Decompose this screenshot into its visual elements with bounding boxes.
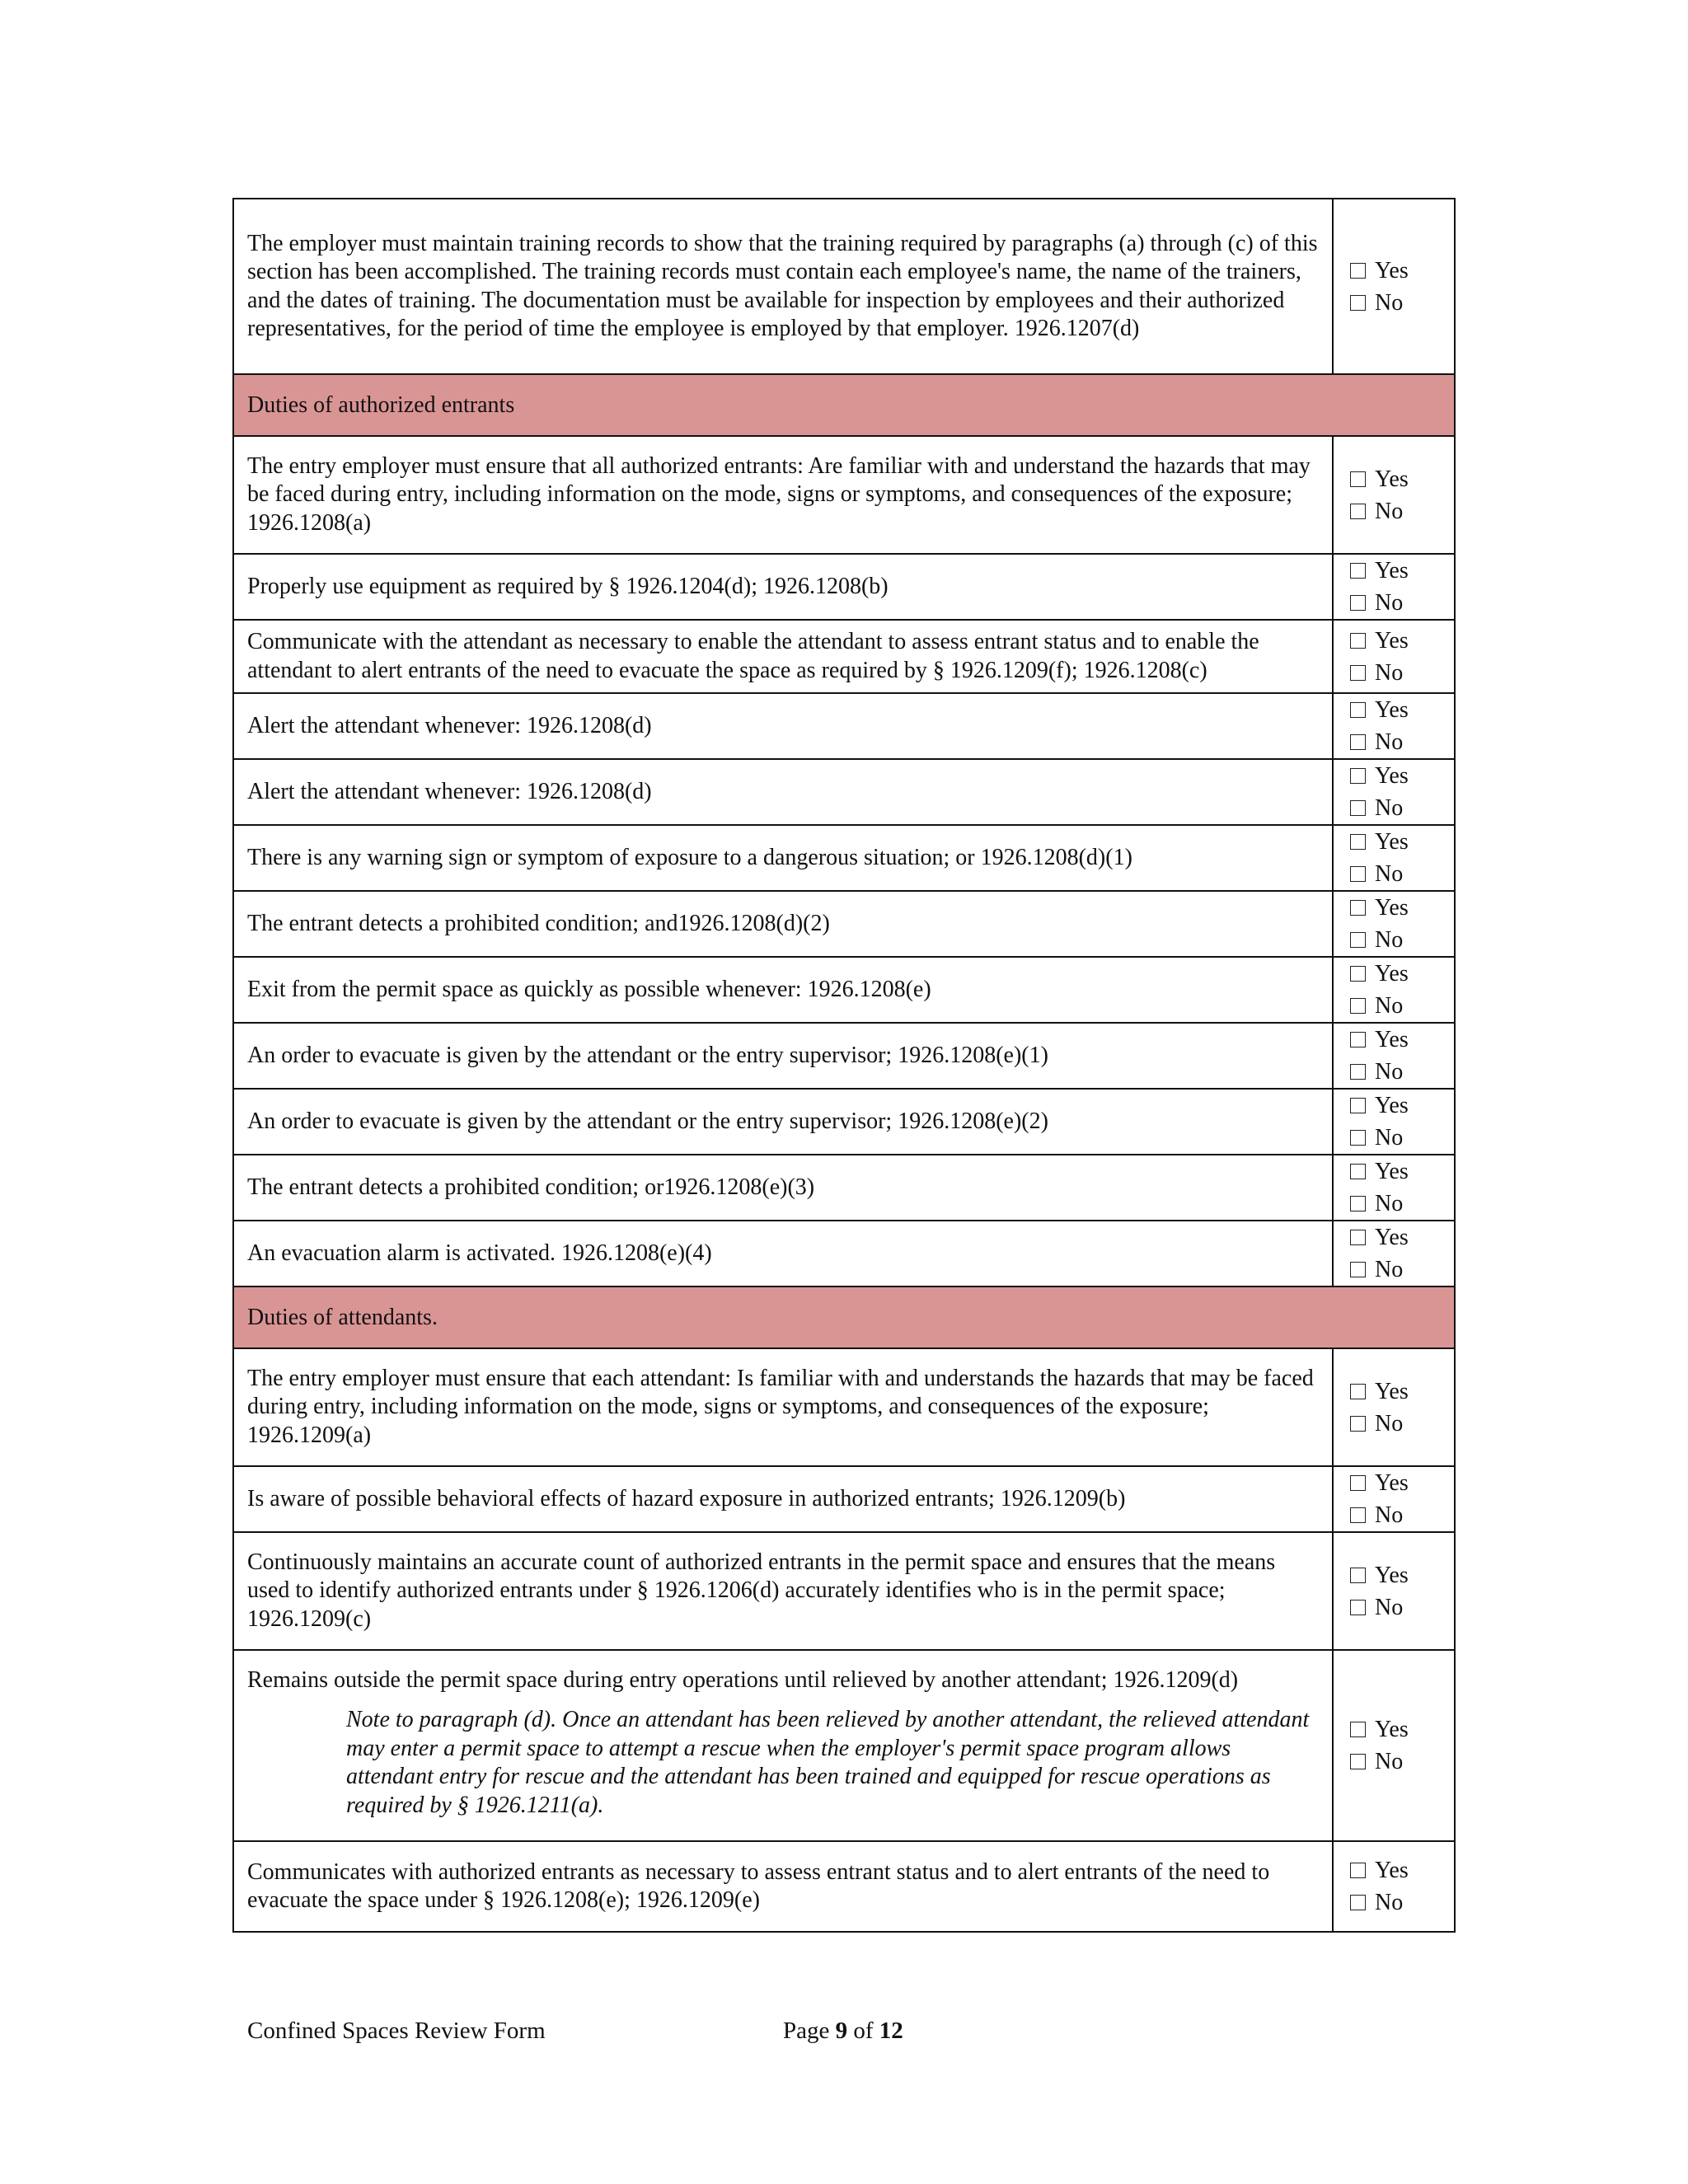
section-header-row: [233, 1286, 1455, 1348]
yes-checkbox[interactable]: [1350, 1032, 1366, 1047]
no-option[interactable]: [1350, 1886, 1454, 1919]
yes-option[interactable]: [1350, 1155, 1454, 1188]
question-cell: [233, 1155, 1333, 1221]
answer-cell: [1333, 1089, 1455, 1155]
yes-option[interactable]: [1350, 255, 1454, 287]
answer-cell: [1333, 1155, 1455, 1221]
no-label: No: [1375, 1125, 1404, 1151]
question-cell: [233, 825, 1333, 891]
question-text: Alert the attendant whenever: 1926.1208(d): [247, 778, 652, 804]
no-checkbox[interactable]: [1350, 1416, 1366, 1432]
no-label: No: [1375, 1502, 1404, 1528]
question-text: Exit from the permit space as quickly as possible whenever: 1926.1208(e): [247, 976, 931, 1002]
question-text: Properly use equipment as required by § 1926.1204(d); 1926.1208(b): [247, 573, 889, 599]
no-label: No: [1375, 1890, 1404, 1915]
no-checkbox[interactable]: [1350, 932, 1366, 948]
yes-checkbox[interactable]: [1350, 633, 1366, 649]
yes-label: Yes: [1375, 1225, 1409, 1250]
yes-label: Yes: [1375, 697, 1409, 723]
answer-cell: [1333, 620, 1455, 693]
section-header-row: [233, 374, 1455, 436]
no-checkbox[interactable]: [1350, 866, 1366, 882]
checklist-table: [232, 198, 1456, 1933]
checklist-row: [233, 1532, 1455, 1650]
question-text: There is any warning sign or symptom of exposure to a dangerous situation; or 1926.1208(d)(1): [247, 844, 1132, 870]
no-checkbox[interactable]: [1350, 734, 1366, 750]
answer-cell: [1333, 957, 1455, 1023]
no-label: No: [1375, 498, 1404, 524]
yes-option[interactable]: [1350, 1713, 1454, 1746]
question-cell: [233, 1650, 1333, 1841]
answer-cell: [1333, 1466, 1455, 1532]
no-option[interactable]: [1350, 1254, 1454, 1286]
no-label: No: [1375, 795, 1404, 821]
yes-option[interactable]: [1350, 826, 1454, 858]
answer-cell: [1333, 693, 1455, 759]
yes-option[interactable]: [1350, 1376, 1454, 1408]
question-cell: [233, 1466, 1333, 1532]
page-number: [783, 2018, 903, 2045]
yes-option[interactable]: [1350, 1467, 1454, 1499]
yes-checkbox[interactable]: [1350, 1098, 1366, 1113]
no-label: No: [1375, 1059, 1404, 1085]
no-option[interactable]: [1350, 587, 1454, 619]
checklist-row: [233, 554, 1455, 620]
answer-cell: [1333, 1650, 1455, 1841]
checklist-rows: [233, 199, 1455, 1932]
yes-checkbox[interactable]: [1350, 1384, 1366, 1399]
checklist-row: [233, 436, 1455, 554]
yes-label: Yes: [1375, 829, 1409, 855]
question-text: The entry employer must ensure that each attendant: Is familiar with and understands the hazards that may be faced during entry, including information on the mode, signs or symptoms, and consequences of the exposure; 1926.1209(a): [247, 1365, 1314, 1448]
answer-cell: [1333, 1221, 1455, 1286]
no-checkbox[interactable]: [1350, 1507, 1366, 1523]
checklist-row: [233, 1348, 1455, 1466]
section-title: Duties of attendants.: [233, 1286, 1455, 1348]
yes-checkbox[interactable]: [1350, 966, 1366, 982]
yes-label: Yes: [1375, 1027, 1409, 1052]
yes-checkbox[interactable]: [1350, 1568, 1366, 1583]
question-cell: [233, 759, 1333, 825]
no-checkbox[interactable]: [1350, 1600, 1366, 1615]
question-cell: [233, 891, 1333, 957]
page-total: 12: [879, 2018, 903, 2044]
checklist-row: [233, 1221, 1455, 1286]
checklist-row: [233, 1023, 1455, 1089]
yes-label: Yes: [1375, 895, 1409, 921]
no-label: No: [1375, 993, 1404, 1019]
yes-label: Yes: [1375, 1858, 1409, 1883]
yes-option[interactable]: [1350, 1854, 1454, 1886]
question-cell: [233, 1089, 1333, 1155]
yes-label: Yes: [1375, 1093, 1409, 1118]
yes-checkbox[interactable]: [1350, 768, 1366, 784]
checklist-row: [233, 199, 1455, 374]
checklist-row: [233, 620, 1455, 693]
no-checkbox[interactable]: [1350, 1754, 1366, 1769]
yes-checkbox[interactable]: [1350, 1863, 1366, 1878]
checklist-row: [233, 1089, 1455, 1155]
checklist-row: [233, 957, 1455, 1023]
yes-label: Yes: [1375, 1378, 1409, 1404]
yes-label: Yes: [1375, 1159, 1409, 1184]
no-option[interactable]: [1350, 1122, 1454, 1154]
no-option[interactable]: [1350, 726, 1454, 758]
no-option[interactable]: [1350, 1056, 1454, 1088]
checklist-row: [233, 1841, 1455, 1932]
checklist-row: [233, 1155, 1455, 1221]
no-label: No: [1375, 289, 1404, 316]
question-note: Note to paragraph (d). Once an attendant has been relieved by another attendant, the relieved attendant may enter a permit space to attempt a rescue when the employer's permit space program allows attendant entry for rescue and the attendant has been trained and equipped for rescue operations as required by § 1926.1211(a).: [346, 1707, 1310, 1818]
no-label: No: [1375, 729, 1404, 755]
no-option[interactable]: [1350, 495, 1454, 527]
yes-label: Yes: [1375, 763, 1409, 789]
no-label: No: [1375, 1594, 1404, 1620]
yes-option[interactable]: [1350, 1221, 1454, 1254]
answer-cell: [1333, 1023, 1455, 1089]
question-cell: [233, 620, 1333, 693]
section-title: Duties of authorized entrants: [233, 374, 1455, 436]
question-text: Communicates with authorized entrants as necessary to assess entrant status and to alert entrants of the need to evacuate the space under § 1926.1208(e); 1926.1209(e): [247, 1858, 1270, 1913]
answer-cell: [1333, 1841, 1455, 1932]
question-text: An evacuation alarm is activated. 1926.1208(e)(4): [247, 1240, 712, 1266]
checklist-row: [233, 759, 1455, 825]
page-label: Page: [783, 2018, 830, 2044]
yes-checkbox[interactable]: [1350, 1722, 1366, 1737]
yes-checkbox[interactable]: [1350, 702, 1366, 718]
checklist-row: [233, 891, 1455, 957]
question-text: The entry employer must ensure that all authorized entrants: Are familiar with and understand the hazards that may be faced during entry, including information on the mode, signs or symptoms, and consequences of the exposure; 1926.1208(a): [247, 452, 1311, 536]
yes-checkbox[interactable]: [1350, 1230, 1366, 1245]
yes-option[interactable]: [1350, 1024, 1454, 1056]
checklist-row: [233, 693, 1455, 759]
no-option[interactable]: [1350, 1746, 1454, 1778]
answer-cell: [1333, 554, 1455, 620]
no-checkbox[interactable]: [1350, 998, 1366, 1014]
no-label: No: [1375, 1191, 1404, 1216]
no-option[interactable]: [1350, 858, 1454, 890]
no-checkbox[interactable]: [1350, 1196, 1366, 1212]
answer-cell: [1333, 1532, 1455, 1650]
yes-label: Yes: [1375, 1717, 1409, 1742]
no-label: No: [1375, 1410, 1404, 1436]
yes-checkbox[interactable]: [1350, 834, 1366, 850]
question-text: The entrant detects a prohibited condition; and1926.1208(d)(2): [247, 910, 830, 936]
no-option[interactable]: [1350, 990, 1454, 1022]
yes-label: Yes: [1375, 257, 1409, 284]
answer-cell: [1333, 759, 1455, 825]
no-option[interactable]: [1350, 924, 1454, 956]
yes-checkbox[interactable]: [1350, 1475, 1366, 1491]
question-cell: [233, 436, 1333, 554]
answer-cell: [1333, 199, 1455, 374]
no-label: No: [1375, 1749, 1404, 1774]
no-option[interactable]: [1350, 792, 1454, 824]
no-option[interactable]: [1350, 1499, 1454, 1531]
checklist-row: [233, 1466, 1455, 1532]
question-text: Remains outside the permit space during entry operations until relieved by another attendant; 1926.1209(d): [247, 1666, 1239, 1693]
no-checkbox[interactable]: [1350, 665, 1366, 681]
no-label: No: [1375, 590, 1404, 616]
no-option[interactable]: [1350, 1591, 1454, 1624]
yes-option[interactable]: [1350, 958, 1454, 990]
yes-label: Yes: [1375, 1470, 1409, 1496]
page-current: 9: [835, 2018, 848, 2044]
question-cell: [233, 1532, 1333, 1650]
question-cell: [233, 554, 1333, 620]
footer-form-name: Confined Spaces Review Form: [247, 2018, 546, 2044]
question-cell: [233, 199, 1333, 374]
no-checkbox[interactable]: [1350, 504, 1366, 519]
no-label: No: [1375, 659, 1404, 686]
yes-checkbox[interactable]: [1350, 471, 1366, 487]
yes-label: Yes: [1375, 1562, 1409, 1588]
yes-checkbox[interactable]: [1350, 563, 1366, 579]
question-cell: [233, 1023, 1333, 1089]
question-cell: [233, 1841, 1333, 1932]
question-text: Communicate with the attendant as necessary to enable the attendant to assess entrant status and to enable the attendant to alert entrants of the need to evacuate the space as required by § 1926.1209(f); 1926.1208(c): [247, 629, 1259, 683]
yes-option[interactable]: [1350, 892, 1454, 924]
question-cell: [233, 957, 1333, 1023]
question-text: Continuously maintains an accurate count of authorized entrants in the permit space and ensures that the means used to identify authorized entrants under § 1926.1206(d) accurately identifies who is in the permit space; 1926.1209(c): [247, 1549, 1276, 1632]
no-option[interactable]: [1350, 287, 1454, 319]
question-text: The entrant detects a prohibited condition; or1926.1208(e)(3): [247, 1174, 815, 1200]
no-checkbox[interactable]: [1350, 800, 1366, 816]
yes-option[interactable]: [1350, 555, 1454, 587]
no-checkbox[interactable]: [1350, 1895, 1366, 1910]
yes-checkbox[interactable]: [1350, 263, 1366, 279]
answer-cell: [1333, 891, 1455, 957]
yes-option[interactable]: [1350, 463, 1454, 495]
yes-label: Yes: [1375, 558, 1409, 583]
yes-option[interactable]: [1350, 625, 1454, 657]
question-cell: [233, 693, 1333, 759]
question-text: An order to evacuate is given by the attendant or the entry supervisor; 1926.1208(e)(1): [247, 1042, 1048, 1068]
checklist-row: [233, 1650, 1455, 1841]
no-label: No: [1375, 861, 1404, 887]
answer-cell: [1333, 1348, 1455, 1466]
yes-label: Yes: [1375, 961, 1409, 987]
yes-checkbox[interactable]: [1350, 1164, 1366, 1179]
yes-option[interactable]: [1350, 1090, 1454, 1122]
no-checkbox[interactable]: [1350, 1130, 1366, 1146]
yes-option[interactable]: [1350, 694, 1454, 726]
question-text: The employer must maintain training records to show that the training required by paragraphs (a) through (c) of this section has been accomplished. The training records must contain each employee's name, the name of the trainers, and the dates of training. The documentation must be available for inspection by employees and their authorized representatives, for the period of time the employee is employed by that employer. 1926.1207(d): [247, 230, 1318, 341]
no-checkbox[interactable]: [1350, 1064, 1366, 1080]
page-footer: [247, 2018, 1401, 2050]
yes-option[interactable]: [1350, 760, 1454, 792]
question-text: Is aware of possible behavioral effects of hazard exposure in authorized entrants; 1926.1209(b): [247, 1485, 1126, 1511]
answer-cell: [1333, 436, 1455, 554]
yes-label: Yes: [1375, 466, 1409, 492]
question-text: Alert the attendant whenever: 1926.1208(d): [247, 712, 652, 738]
checklist-row: [233, 825, 1455, 891]
no-label: No: [1375, 1257, 1404, 1282]
yes-label: Yes: [1375, 627, 1409, 654]
no-checkbox[interactable]: [1350, 1262, 1366, 1277]
no-option[interactable]: [1350, 1408, 1454, 1440]
question-text: An order to evacuate is given by the attendant or the entry supervisor; 1926.1208(e)(2): [247, 1108, 1048, 1134]
question-cell: [233, 1221, 1333, 1286]
question-cell: [233, 1348, 1333, 1466]
no-checkbox[interactable]: [1350, 295, 1366, 311]
yes-option[interactable]: [1350, 1559, 1454, 1591]
no-label: No: [1375, 927, 1404, 953]
answer-cell: [1333, 825, 1455, 891]
no-option[interactable]: [1350, 657, 1454, 689]
no-checkbox[interactable]: [1350, 595, 1366, 611]
no-option[interactable]: [1350, 1188, 1454, 1220]
page-of: of: [853, 2018, 874, 2044]
yes-checkbox[interactable]: [1350, 900, 1366, 916]
